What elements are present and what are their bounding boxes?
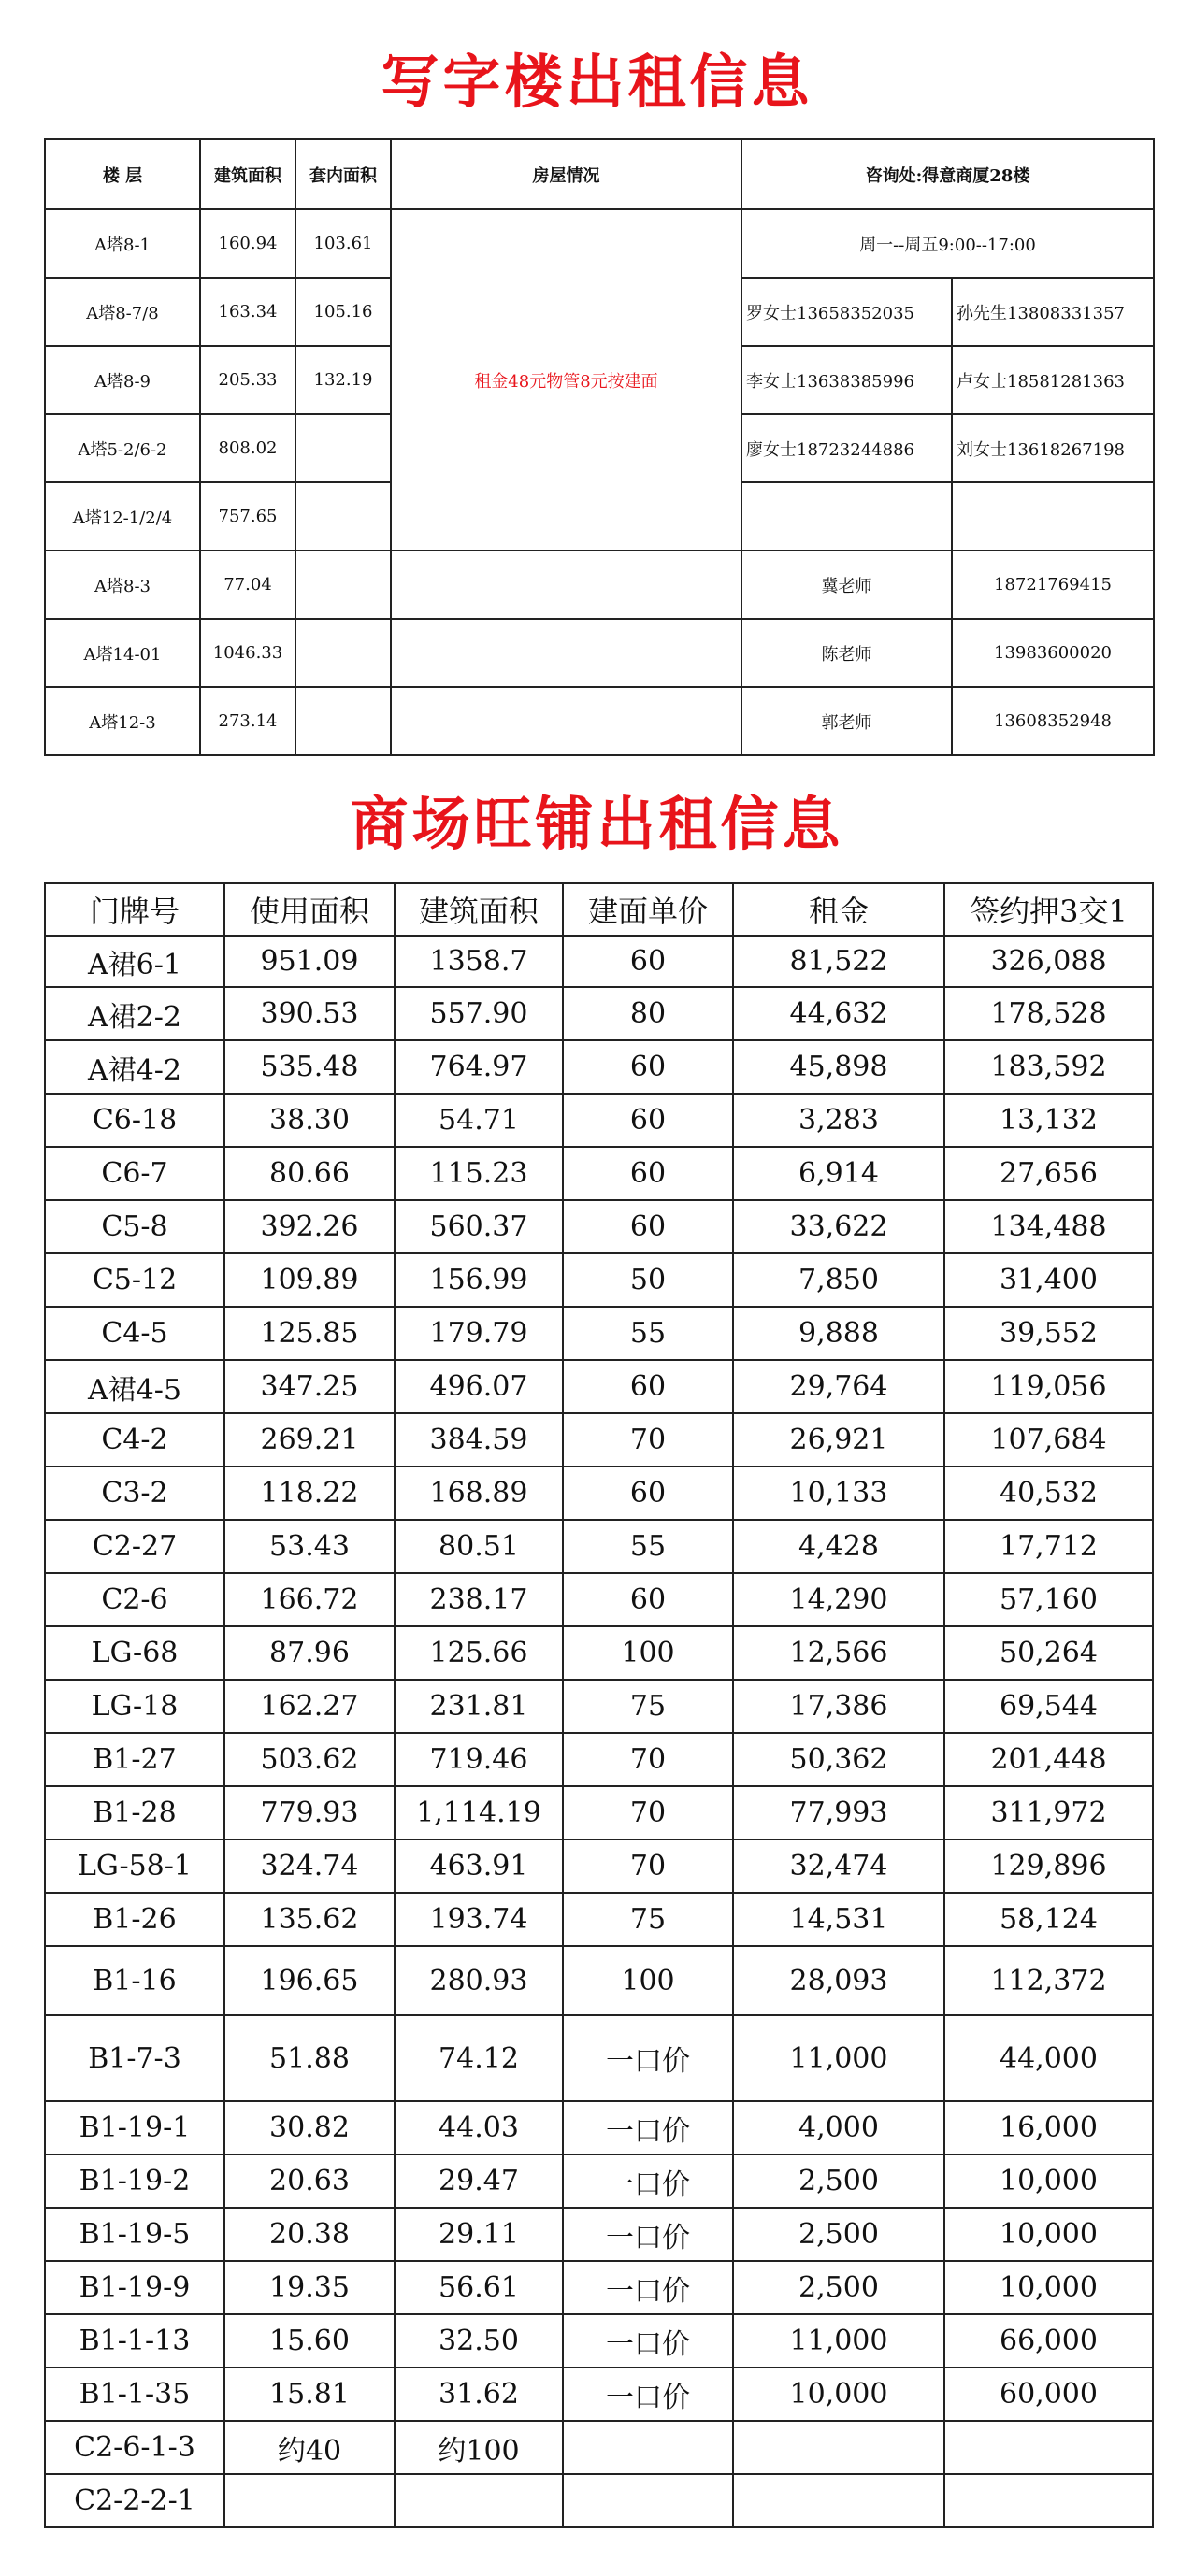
usable-area-cell: 135.62 [224,1893,395,1946]
rent-cell: 4,428 [733,1520,944,1573]
table-row [45,2368,1153,2421]
area-cell: 757.65 [200,482,295,551]
table-row [45,1626,1153,1680]
building-area-cell: 238.17 [395,1573,563,1626]
building-area-cell: 31.62 [395,2368,563,2421]
unit-number-cell: B1-27 [45,1733,224,1786]
table-row [45,1839,1153,1893]
teacher-name: 陈老师 [741,619,952,687]
floor-cell: A塔8-3 [45,551,200,619]
unit-number-cell: C4-5 [45,1307,224,1360]
rent-cell: 11,000 [733,2314,944,2368]
unit-number-cell: C4-2 [45,1413,224,1467]
deposit-cell: 39,552 [944,1307,1153,1360]
unit-price-cell: 50 [563,1253,733,1307]
inner-area-cell: 105.16 [295,278,391,346]
usable-area-cell: 125.85 [224,1307,395,1360]
col-header-inner-area: 套内面积 [295,139,391,209]
table-row [45,2208,1153,2261]
usable-area-cell: 269.21 [224,1413,395,1467]
unit-number-cell: A裙4-2 [45,1040,224,1094]
empty-cell [391,619,741,687]
rent-cell: 44,632 [733,987,944,1040]
unit-price-cell: 一口价 [563,2101,733,2154]
deposit-cell: 57,160 [944,1573,1153,1626]
usable-area-cell: 38.30 [224,1094,395,1147]
deposit-cell: 134,488 [944,1200,1153,1253]
office-rental-title: 写字楼出租信息 [381,48,813,116]
col-header-area: 建筑面积 [200,139,295,209]
usable-area-cell: 535.48 [224,1040,395,1094]
table-row [45,1200,1153,1253]
building-area-cell: 156.99 [395,1253,563,1307]
deposit-cell: 119,056 [944,1360,1153,1413]
rent-cell: 12,566 [733,1626,944,1680]
usable-area-cell: 30.82 [224,2101,395,2154]
table-row [45,1253,1153,1307]
rent-cell: 10,133 [733,1467,944,1520]
table-row [45,2154,1153,2208]
unit-number-cell: C3-2 [45,1467,224,1520]
rent-cell: 2,500 [733,2208,944,2261]
contact-cell: 孙先生13808331357 [952,278,1154,346]
table-row [45,1467,1153,1520]
building-area-cell: 764.97 [395,1040,563,1094]
unit-price-cell [563,2474,733,2527]
building-area-cell: 384.59 [395,1413,563,1467]
deposit-cell: 10,000 [944,2154,1153,2208]
deposit-cell: 69,544 [944,1680,1153,1733]
unit-price-cell: 一口价 [563,2015,733,2101]
unit-number-cell: LG-68 [45,1626,224,1680]
rent-cell: 9,888 [733,1307,944,1360]
building-area-cell: 115.23 [395,1147,563,1200]
building-area-cell: 29.11 [395,2208,563,2261]
unit-price-cell: 一口价 [563,2368,733,2421]
unit-price-cell: 一口价 [563,2261,733,2314]
deposit-cell: 129,896 [944,1839,1153,1893]
deposit-cell: 326,088 [944,936,1153,987]
table-row [45,1520,1153,1573]
building-area-cell: 179.79 [395,1307,563,1360]
area-cell: 205.33 [200,346,295,414]
usable-area-cell: 20.38 [224,2208,395,2261]
unit-price-cell: 60 [563,1360,733,1413]
floor-cell: A塔12-1/2/4 [45,482,200,551]
floor-cell: A塔14-01 [45,619,200,687]
usable-area-cell: 19.35 [224,2261,395,2314]
usable-area-cell: 324.74 [224,1839,395,1893]
rent-cell: 3,283 [733,1094,944,1147]
table-row [45,2015,1153,2101]
rent-cell: 10,000 [733,2368,944,2421]
building-area-cell: 32.50 [395,2314,563,2368]
area-cell: 77.04 [200,551,295,619]
empty-cell [952,482,1154,551]
unit-number-cell: B1-26 [45,1893,224,1946]
deposit-cell: 183,592 [944,1040,1153,1094]
deposit-cell: 201,448 [944,1733,1153,1786]
unit-number-cell: C5-12 [45,1253,224,1307]
floor-cell: A塔8-9 [45,346,200,414]
unit-number-cell: C2-6 [45,1573,224,1626]
empty-cell [741,482,952,551]
rent-cell [733,2421,944,2474]
contact-cell: 罗女士13658352035 [741,278,952,346]
usable-area-cell: 118.22 [224,1467,395,1520]
deposit-cell: 27,656 [944,1147,1153,1200]
unit-number-cell: B1-1-13 [45,2314,224,2368]
usable-area-cell: 951.09 [224,936,395,987]
unit-price-cell: 60 [563,1467,733,1520]
table-row [45,551,1154,619]
col-header-inquiry: 咨询处:得意商厦28楼 [741,139,1154,209]
inner-area-cell [295,551,391,619]
table-row [45,1680,1153,1733]
usable-area-cell: 15.60 [224,2314,395,2368]
unit-number-cell: C2-6-1-3 [45,2421,224,2474]
rent-cell: 2,500 [733,2261,944,2314]
col-header-unit-price: 建面单价 [563,883,733,936]
unit-number-cell: LG-58-1 [45,1839,224,1893]
table-row [45,1893,1153,1946]
unit-number-cell: B1-28 [45,1786,224,1839]
col-header-building-area: 建筑面积 [395,883,563,936]
table-row [45,2101,1153,2154]
usable-area-cell: 390.53 [224,987,395,1040]
rent-cell: 17,386 [733,1680,944,1733]
col-header-unit: 门牌号 [45,883,224,936]
deposit-cell: 10,000 [944,2208,1153,2261]
building-area-cell: 560.37 [395,1200,563,1253]
office-header-row [45,139,1154,209]
rent-cell: 14,531 [733,1893,944,1946]
teacher-name: 郭老师 [741,687,952,755]
shop-rental-title: 商场旺铺出租信息 [350,790,844,858]
rent-cell: 11,000 [733,2015,944,2101]
rent-cell: 50,362 [733,1733,944,1786]
unit-price-cell: 70 [563,1733,733,1786]
rent-cell: 14,290 [733,1573,944,1626]
col-header-usable-area: 使用面积 [224,883,395,936]
inner-area-cell [295,687,391,755]
area-cell: 160.94 [200,209,295,278]
inner-area-cell [295,619,391,687]
unit-number-cell: C6-18 [45,1094,224,1147]
col-header-deposit: 签约押3交1 [944,883,1153,936]
unit-price-cell: 60 [563,1094,733,1147]
unit-number-cell: A裙4-5 [45,1360,224,1413]
building-area-cell: 496.07 [395,1360,563,1413]
floor-cell: A塔8-7/8 [45,278,200,346]
deposit-cell: 178,528 [944,987,1153,1040]
area-cell: 273.14 [200,687,295,755]
unit-price-cell: 一口价 [563,2314,733,2368]
building-area-cell: 29.47 [395,2154,563,2208]
unit-price-cell: 60 [563,1573,733,1626]
unit-number-cell: B1-19-5 [45,2208,224,2261]
area-cell: 1046.33 [200,619,295,687]
usable-area-cell: 87.96 [224,1626,395,1680]
table-row [45,2474,1153,2527]
deposit-cell: 58,124 [944,1893,1153,1946]
building-area-cell: 54.71 [395,1094,563,1147]
floor-cell: A塔5-2/6-2 [45,414,200,482]
usable-area-cell: 166.72 [224,1573,395,1626]
empty-cell [391,551,741,619]
usable-area-cell: 53.43 [224,1520,395,1573]
unit-price-cell: 80 [563,987,733,1040]
shop-header-row [45,883,1153,936]
shop-rental-table [44,882,1154,2528]
rent-cell: 32,474 [733,1839,944,1893]
table-row [45,1094,1153,1147]
table-row [45,2261,1153,2314]
deposit-cell: 50,264 [944,1626,1153,1680]
rent-cell: 45,898 [733,1040,944,1094]
unit-number-cell: C2-27 [45,1520,224,1573]
empty-cell [391,687,741,755]
building-area-cell: 74.12 [395,2015,563,2101]
deposit-cell: 60,000 [944,2368,1153,2421]
rent-cell: 26,921 [733,1413,944,1467]
deposit-cell [944,2474,1153,2527]
unit-number-cell: C5-8 [45,1200,224,1253]
teacher-name: 冀老师 [741,551,952,619]
unit-price-cell: 一口价 [563,2154,733,2208]
contact-cell: 刘女士13618267198 [952,414,1154,482]
deposit-cell: 40,532 [944,1467,1153,1520]
col-header-condition: 房屋情况 [391,139,741,209]
building-area-cell: 280.93 [395,1946,563,2015]
teacher-phone: 18721769415 [952,551,1154,619]
table-row [45,987,1153,1040]
table-row [45,2314,1153,2368]
unit-number-cell: B1-19-9 [45,2261,224,2314]
building-area-cell: 80.51 [395,1520,563,1573]
deposit-cell: 10,000 [944,2261,1153,2314]
rent-cell: 6,914 [733,1147,944,1200]
unit-price-cell: 55 [563,1307,733,1360]
building-area-cell: 44.03 [395,2101,563,2154]
building-area-cell: 557.90 [395,987,563,1040]
inner-area-cell: 132.19 [295,346,391,414]
rent-cell: 7,850 [733,1253,944,1307]
deposit-cell: 44,000 [944,2015,1153,2101]
teacher-phone: 13608352948 [952,687,1154,755]
rent-cell: 28,093 [733,1946,944,2015]
unit-price-cell: 75 [563,1893,733,1946]
table-row [45,1733,1153,1786]
rent-cell [733,2474,944,2527]
unit-price-cell: 75 [563,1680,733,1733]
usable-area-cell: 347.25 [224,1360,395,1413]
building-area-cell: 1,114.19 [395,1786,563,1839]
contact-cell: 卢女士18581281363 [952,346,1154,414]
table-row [45,936,1153,987]
unit-price-cell [563,2421,733,2474]
table-row [45,1147,1153,1200]
usable-area-cell: 503.62 [224,1733,395,1786]
deposit-cell: 66,000 [944,2314,1153,2368]
deposit-cell: 31,400 [944,1253,1153,1307]
floor-cell: A塔8-1 [45,209,200,278]
building-area-cell: 168.89 [395,1467,563,1520]
usable-area-cell [224,2474,395,2527]
unit-price-cell: 60 [563,936,733,987]
unit-price-cell: 100 [563,1626,733,1680]
area-cell: 808.02 [200,414,295,482]
unit-price-cell: 70 [563,1786,733,1839]
table-row [45,1573,1153,1626]
building-area-cell: 231.81 [395,1680,563,1733]
contact-cell: 李女士13638385996 [741,346,952,414]
inner-area-cell: 103.61 [295,209,391,278]
table-row [45,209,1154,278]
unit-number-cell: B1-19-2 [45,2154,224,2208]
unit-price-cell: 55 [563,1520,733,1573]
unit-number-cell: B1-16 [45,1946,224,2015]
rent-cell: 33,622 [733,1200,944,1253]
office-rental-table [44,138,1155,756]
building-area-cell: 463.91 [395,1839,563,1893]
table-row [45,1786,1153,1839]
table-row [45,619,1154,687]
unit-number-cell: LG-18 [45,1680,224,1733]
building-area-cell: 约100 [395,2421,563,2474]
table-row [45,687,1154,755]
teacher-phone: 13983600020 [952,619,1154,687]
area-cell: 163.34 [200,278,295,346]
deposit-cell [944,2421,1153,2474]
deposit-cell: 17,712 [944,1520,1153,1573]
table-row [45,1040,1153,1094]
floor-cell: A塔12-3 [45,687,200,755]
table-row [45,1360,1153,1413]
building-area-cell: 56.61 [395,2261,563,2314]
usable-area-cell: 20.63 [224,2154,395,2208]
unit-price-cell: 一口价 [563,2208,733,2261]
inner-area-cell [295,482,391,551]
deposit-cell: 16,000 [944,2101,1153,2154]
rent-cell: 29,764 [733,1360,944,1413]
usable-area-cell: 392.26 [224,1200,395,1253]
deposit-cell: 112,372 [944,1946,1153,2015]
usable-area-cell: 15.81 [224,2368,395,2421]
unit-price-cell: 70 [563,1413,733,1467]
col-header-rent: 租金 [733,883,944,936]
usable-area-cell: 51.88 [224,2015,395,2101]
unit-price-cell: 60 [563,1147,733,1200]
building-area-cell: 719.46 [395,1733,563,1786]
unit-price-cell: 60 [563,1040,733,1094]
contact-cell: 廖女士18723244886 [741,414,952,482]
unit-number-cell: B1-7-3 [45,2015,224,2101]
usable-area-cell: 109.89 [224,1253,395,1307]
col-header-floor: 楼 层 [45,139,200,209]
usable-area-cell: 约40 [224,2421,395,2474]
deposit-cell: 311,972 [944,1786,1153,1839]
unit-price-cell: 60 [563,1200,733,1253]
unit-price-cell: 70 [563,1839,733,1893]
unit-number-cell: A裙6-1 [45,936,224,987]
office-hours: 周一--周五9:00--17:00 [741,209,1154,278]
table-row [45,1413,1153,1467]
rent-note: 租金48元物管8元按建面 [391,209,741,551]
table-row [45,1307,1153,1360]
inner-area-cell [295,414,391,482]
usable-area-cell: 779.93 [224,1786,395,1839]
usable-area-cell: 162.27 [224,1680,395,1733]
deposit-cell: 107,684 [944,1413,1153,1467]
building-area-cell: 125.66 [395,1626,563,1680]
rent-cell: 81,522 [733,936,944,987]
rent-cell: 2,500 [733,2154,944,2208]
building-area-cell [395,2474,563,2527]
unit-number-cell: C6-7 [45,1147,224,1200]
table-row [45,1946,1153,2015]
usable-area-cell: 196.65 [224,1946,395,2015]
unit-price-cell: 100 [563,1946,733,2015]
building-area-cell: 1358.7 [395,936,563,987]
unit-number-cell: C2-2-2-1 [45,2474,224,2527]
unit-number-cell: B1-1-35 [45,2368,224,2421]
rent-cell: 4,000 [733,2101,944,2154]
deposit-cell: 13,132 [944,1094,1153,1147]
rent-cell: 77,993 [733,1786,944,1839]
usable-area-cell: 80.66 [224,1147,395,1200]
unit-number-cell: A裙2-2 [45,987,224,1040]
unit-number-cell: B1-19-1 [45,2101,224,2154]
building-area-cell: 193.74 [395,1893,563,1946]
table-row [45,2421,1153,2474]
